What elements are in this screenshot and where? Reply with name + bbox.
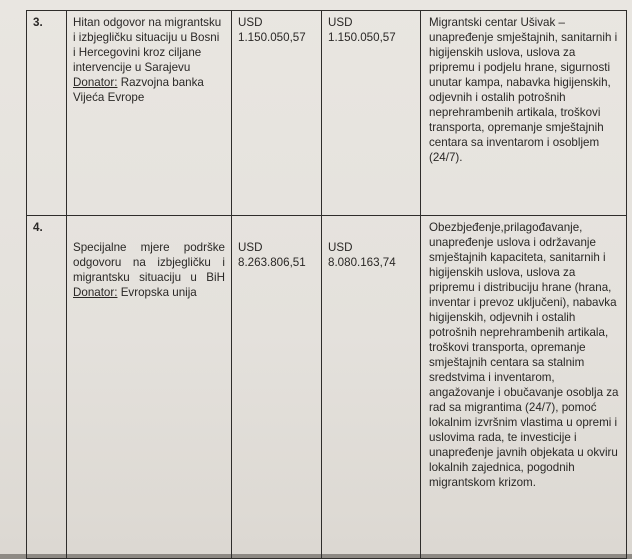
project-cell bbox=[67, 216, 232, 559]
row-number: 4. bbox=[27, 216, 67, 559]
table-row bbox=[27, 11, 627, 216]
row-number: 3. bbox=[27, 11, 67, 216]
description-cell: Obezbjeđenje,prilagođavanje, unapređenje uslova i održavanje smještajnih kapaciteta, sanitarnih i higijenskih uslova, uslova za pripremu i distribuciju hrane (hrana, inventar i prevoz uključeni), nabavka higijenskih, odjevnih i ostalih potrošnih neprehrambenih artikala, troškovi transporta, opremanje smještajnih centara sa stalnim sredstvima i inventarom, angažovanje i obučavanje osoblja za rad sa migrantima (24/7), pomoć lokalnim izvršnim vlastima u opremi i uslovima rada, te investicije i unapređenje javnih objekata u okviru lokalnih zajednica, pogodnih migrantskom krizom. bbox=[421, 216, 627, 559]
amount-approved: USD 8.263.806,51 bbox=[232, 216, 322, 559]
project-cell bbox=[67, 11, 232, 216]
amount-spent: USD 1.150.050,57 bbox=[322, 11, 421, 216]
description-cell: Migrantski centar Ušivak – unapređenje smještajnih, sanitarnih i higijenskih uslova, uslova za pripremu i podjelu hrane, sigurnosti unutar kampa, nabavka higijenskih, odjevnih i ostalih potrošnih neprehrambenih artikala, troškovi transporta, opremanje smještajnih centara sa inventarom i osobljem (24/7). bbox=[421, 11, 627, 216]
table-row bbox=[27, 216, 627, 559]
project-title: Specijalne mjere podrške odgovoru na izbjegličku i migrantsku situaciju u BiH bbox=[73, 241, 225, 284]
project-title: Hitan odgovor na migrantsku i izbjegličku situaciju u Bosni i Hercegovini kroz ciljane intervencije u Sarajevu bbox=[73, 16, 222, 74]
donor-label: Donator: bbox=[73, 76, 118, 89]
donor-name: Evropska unija bbox=[120, 286, 197, 299]
donor-label: Donator: bbox=[73, 286, 118, 299]
donor-name: Razvojna banka Vijeća Evrope bbox=[73, 76, 204, 104]
project-table bbox=[26, 10, 627, 559]
amount-approved: USD 1.150.050,57 bbox=[232, 11, 322, 216]
amount-spent: USD 8.080.163,74 bbox=[322, 216, 421, 559]
